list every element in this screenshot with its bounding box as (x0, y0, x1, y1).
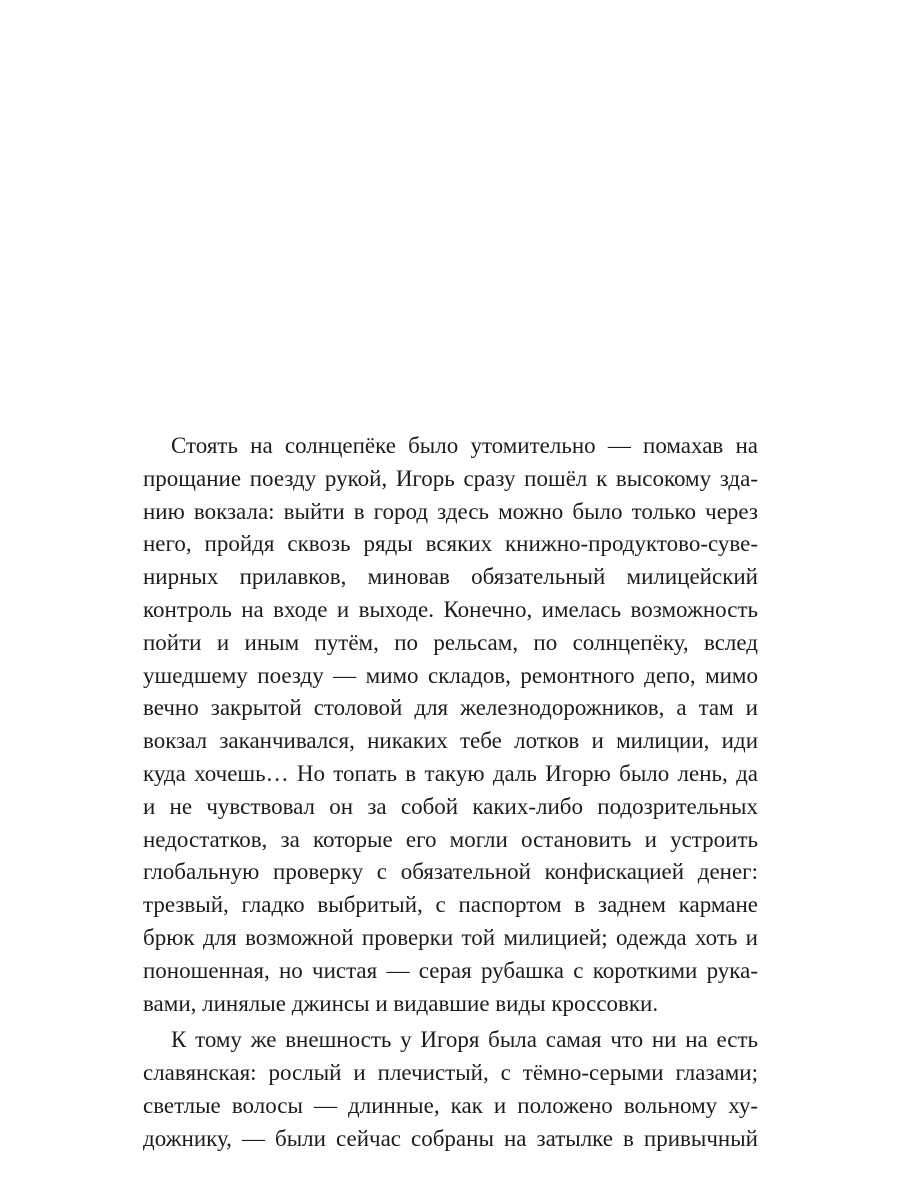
text-line: Стоять на солнцепёке было утомительно — помахав на (171, 433, 758, 458)
text-line: недостатков, за которые его могли остановить и устроить (143, 826, 758, 852)
text-line: ушедшему поезду — мимо складов, ремонтного депо, мимо (143, 662, 758, 688)
text-line: нию вокзала: выйти в город здесь можно было только через (143, 498, 758, 524)
text-line: брюк для возможной проверки той милицией; одежда хоть и (143, 924, 758, 950)
text-line: куда хочешь… Но топать в такую даль Игорю было лень, да (143, 760, 758, 786)
text-line: К тому же внешность у Игоря была самая что ни на есть (171, 1027, 758, 1053)
text-line: него, пройдя сквозь ряды всяких книжно-продуктово-суве- (143, 531, 758, 557)
text-line: и не чувствовал он за собой каких-либо подозрительных (143, 793, 758, 819)
text-line: поношенная, но чистая — серая рубашка с короткими рука- (143, 957, 758, 983)
text-line: светлые волосы — длинные, как и положено вольному ху- (143, 1092, 758, 1118)
text-line: славянская: рослый и плечистый, с тёмно-серыми глазами; (143, 1060, 758, 1086)
text-line: дожнику, — были сейчас собраны на затылке в привычный (143, 1125, 758, 1151)
body-text (143, 430, 758, 1156)
text-line: вокзал заканчивался, никаких тебе лотков и милиции, иди (143, 728, 758, 754)
text-line: вечно закрытой столовой для железнодорожников, а там и (143, 695, 758, 721)
text-line: контроль на входе и выходе. Конечно, имелась возможность (143, 596, 758, 622)
text-line: трезвый, гладко выбритый, с паспортом в заднем кармане (143, 892, 758, 918)
text-line: нирных прилавков, миновав обязательный милицейский (143, 564, 758, 590)
text-line: глобальную проверку с обязательной конфискацией денег: (143, 859, 758, 885)
text-line: прощание поезду рукой, Игорь сразу пошёл к высокому зда- (143, 465, 758, 491)
text-line: вами, линялые джинсы и видавшие виды кроссовки. (143, 990, 659, 1016)
text-line: пойти и иным путём, по рельсам, по солнцепёку, вслед (143, 629, 758, 655)
